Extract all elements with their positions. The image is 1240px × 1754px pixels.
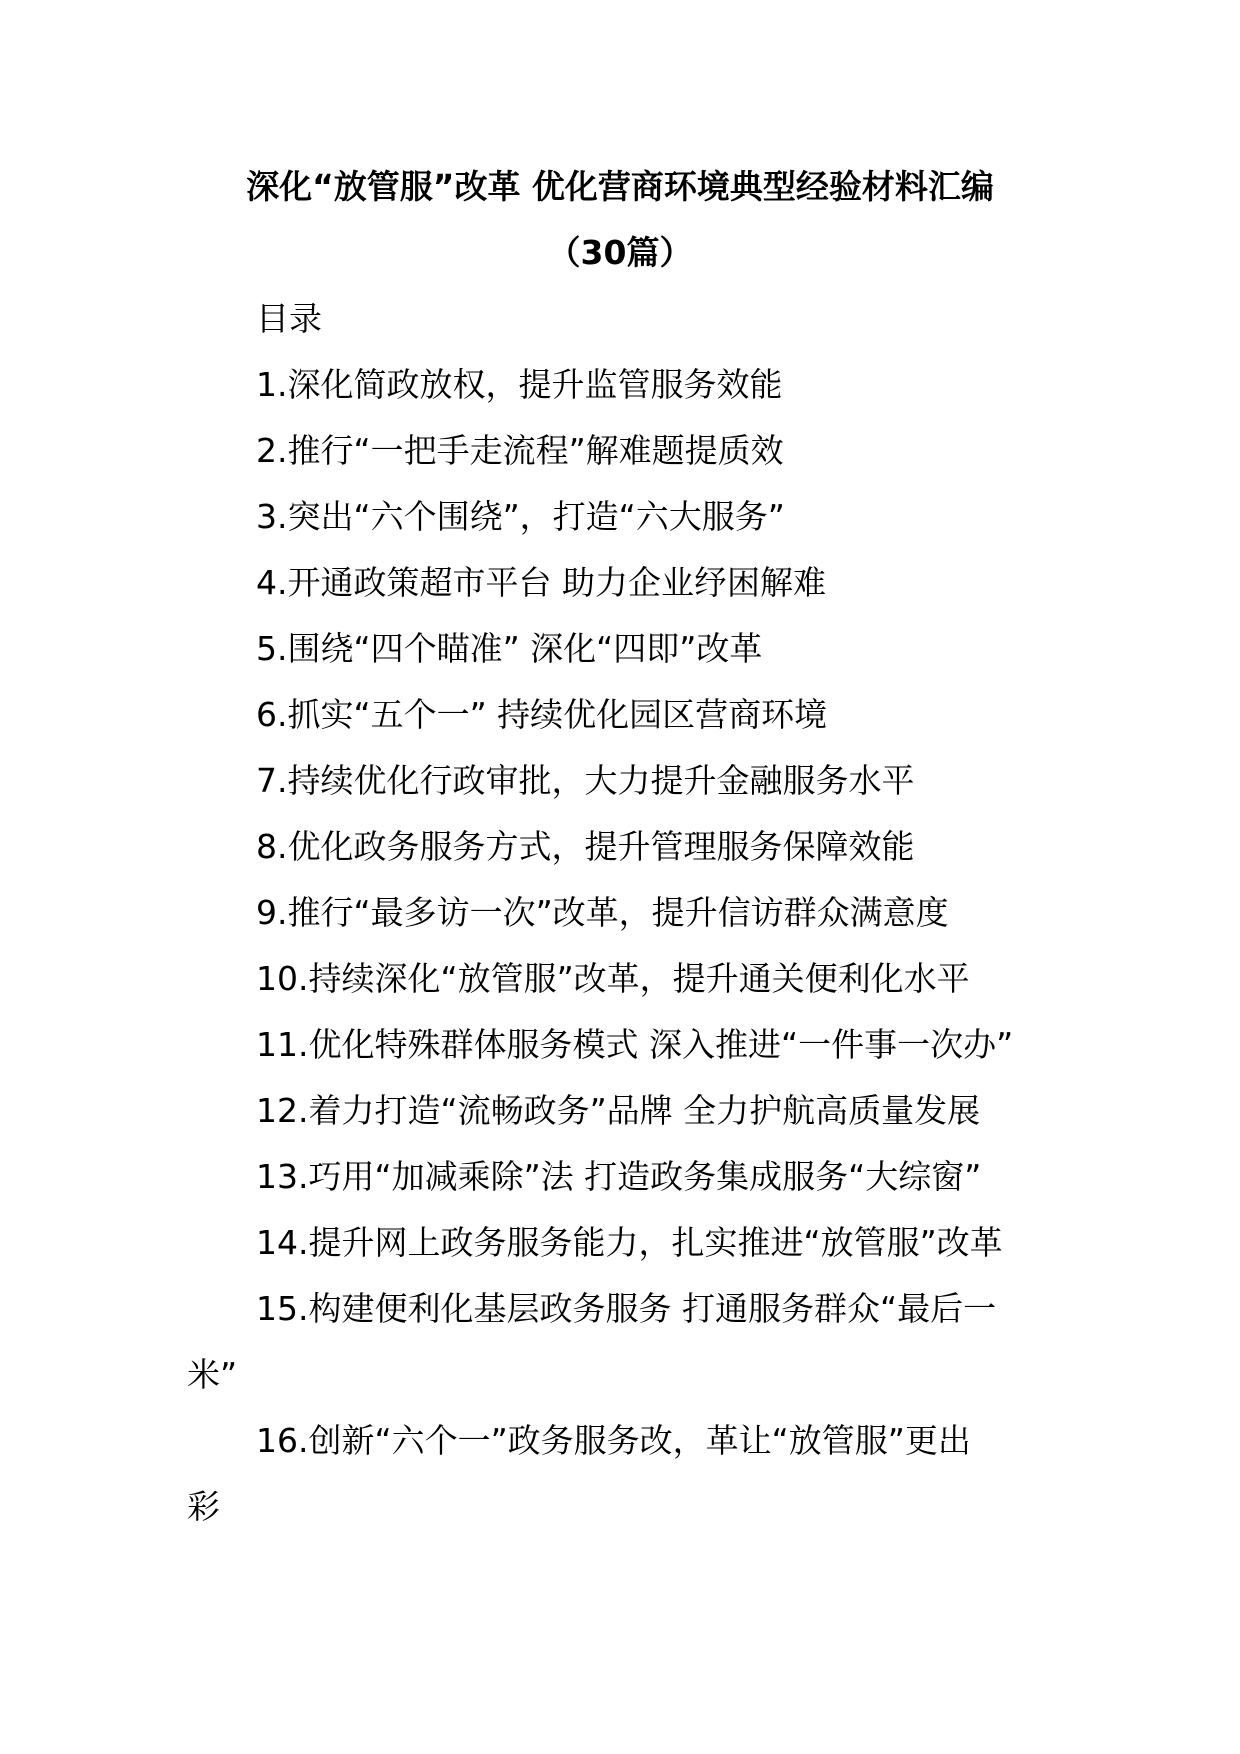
toc-item: 15.构建便利化基层政务服务 打通服务群众“最后一 bbox=[256, 1289, 997, 1328]
toc-item-continuation: 米” bbox=[187, 1355, 238, 1394]
toc-item: 2.推行“一把手走流程”解难题提质效 bbox=[256, 431, 784, 470]
toc-item: 12.着力打造“流畅政务”品牌 全力护航高质量发展 bbox=[256, 1091, 981, 1130]
toc-item: 16.创新“六个一”政务服务改，革让“放管服”更出 bbox=[256, 1421, 971, 1460]
toc-item: 14.提升网上政务服务能力，扎实推进“放管服”改革 bbox=[256, 1223, 1003, 1262]
toc-item: 3.突出“六个围绕”，打造“六大服务” bbox=[256, 497, 785, 536]
toc-item: 5.围绕“四个瞄准” 深化“四即”改革 bbox=[256, 629, 763, 668]
toc-item: 7.持续优化行政审批，大力提升金融服务水平 bbox=[256, 761, 915, 800]
toc-item: 11.优化特殊群体服务模式 深入推进“一件事一次办” bbox=[256, 1025, 1014, 1064]
toc-item: 8.优化政务服务方式，提升管理服务保障效能 bbox=[256, 827, 915, 866]
document-subtitle: （30篇） bbox=[547, 233, 693, 272]
document-title: 深化“放管服”改革 优化营商环境典型经验材料汇编 bbox=[246, 167, 994, 206]
toc-item: 9.推行“最多访一次”改革，提升信访群众满意度 bbox=[256, 893, 949, 932]
toc-item: 13.巧用“加减乘除”法 打造政务集成服务“大综窗” bbox=[256, 1157, 982, 1196]
toc-item: 1.深化简政放权，提升监管服务效能 bbox=[256, 365, 783, 404]
toc-item: 4.开通政策超市平台 助力企业纾困解难 bbox=[256, 563, 826, 602]
toc-item-continuation: 彩 bbox=[187, 1487, 220, 1526]
toc-item: 6.抓实“五个一” 持续优化园区营商环境 bbox=[256, 695, 828, 734]
toc-heading: 目录 bbox=[256, 299, 322, 338]
toc-item: 10.持续深化“放管服”改革，提升通关便利化水平 bbox=[256, 959, 970, 998]
